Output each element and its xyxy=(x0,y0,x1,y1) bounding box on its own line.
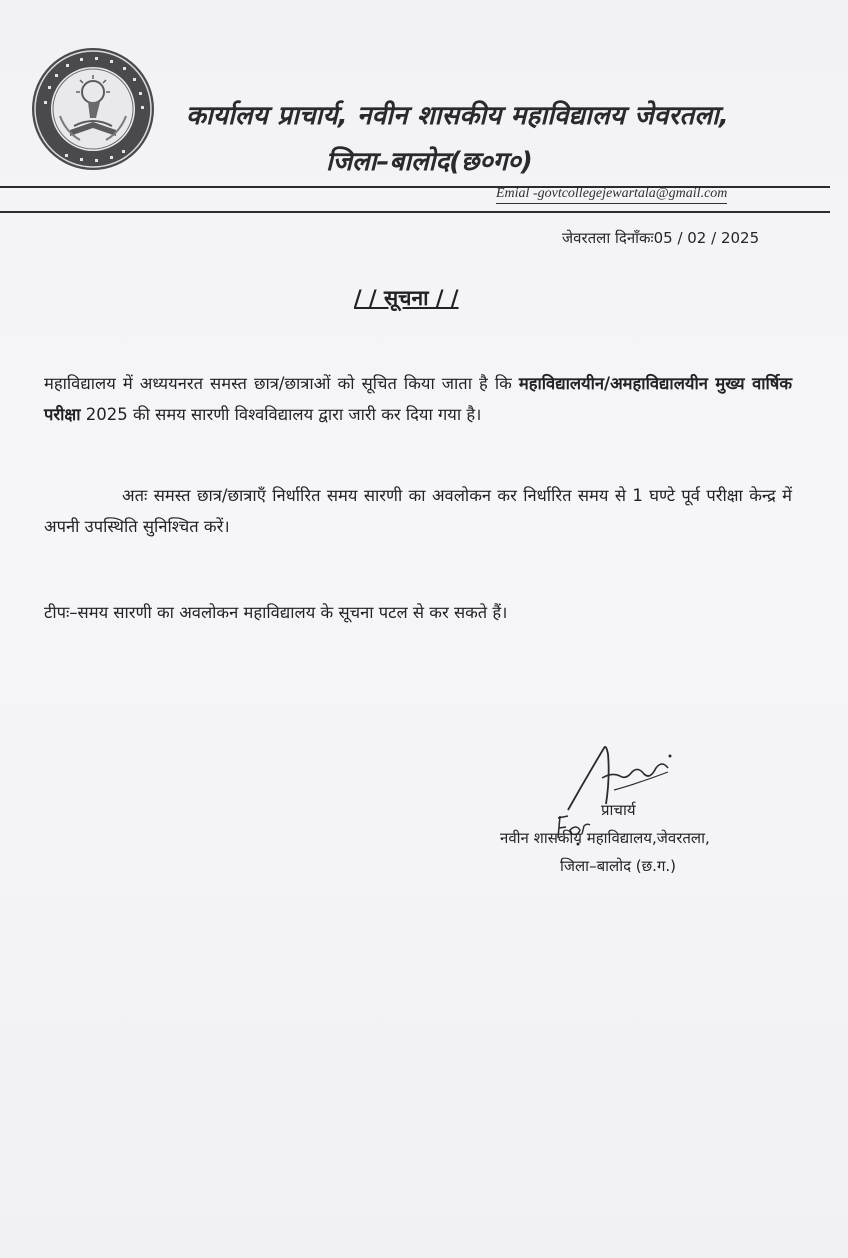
paragraph-1-start: महाविद्यालय में अध्ययनरत समस्त छात्र/छात्राओं को सूचित किया जाता है कि xyxy=(44,374,512,393)
college-seal-logo xyxy=(30,46,156,172)
signatory-designation: प्राचार्य xyxy=(601,801,636,819)
paragraph-1-end: 2025 की समय सारणी विश्वविद्यालय द्वारा जारी कर दिया गया है। xyxy=(85,405,482,424)
signatory-district: जिला–बालोद (छ.ग.) xyxy=(560,857,677,875)
email-address: Emial -govtcollegejewartala@gmail.com xyxy=(496,186,727,204)
exam-name-bold: महाविद्यालयीन/अमहाविद्यालयीन मुख्य वार्षिक परीक्षा xyxy=(44,374,793,424)
signatory-college: नवीन शासकीय महाविद्यालय,जेवरतला, xyxy=(500,829,710,847)
office-district: जिला–बालोद(छ०ग०) xyxy=(326,147,533,177)
notice-paragraph-1 xyxy=(44,368,792,430)
notice-heading: / / सूचना / / xyxy=(354,286,459,310)
notice-paragraph-2: अतः समस्त छात्र/छात्राएँ निर्धारित समय सारणी का अवलोकन कर निर्धारित समय से 1 घण्टे पूर्व परीक्षा केन्द्र में अपनी उपस्थिति सुनिश्चित करें। xyxy=(44,486,792,536)
email-divider xyxy=(0,211,830,213)
date-line: जेवरतला दिनाँकः05 / 02 / 2025 xyxy=(562,229,760,247)
office-title: कार्यालय प्राचार्य, नवीन शासकीय महाविद्यालय जेवरतला, xyxy=(186,101,729,131)
tip-note: टीपः–समय सारणी का अवलोकन महाविद्यालय के सूचना पटल से कर सकते हैं। xyxy=(44,603,508,622)
